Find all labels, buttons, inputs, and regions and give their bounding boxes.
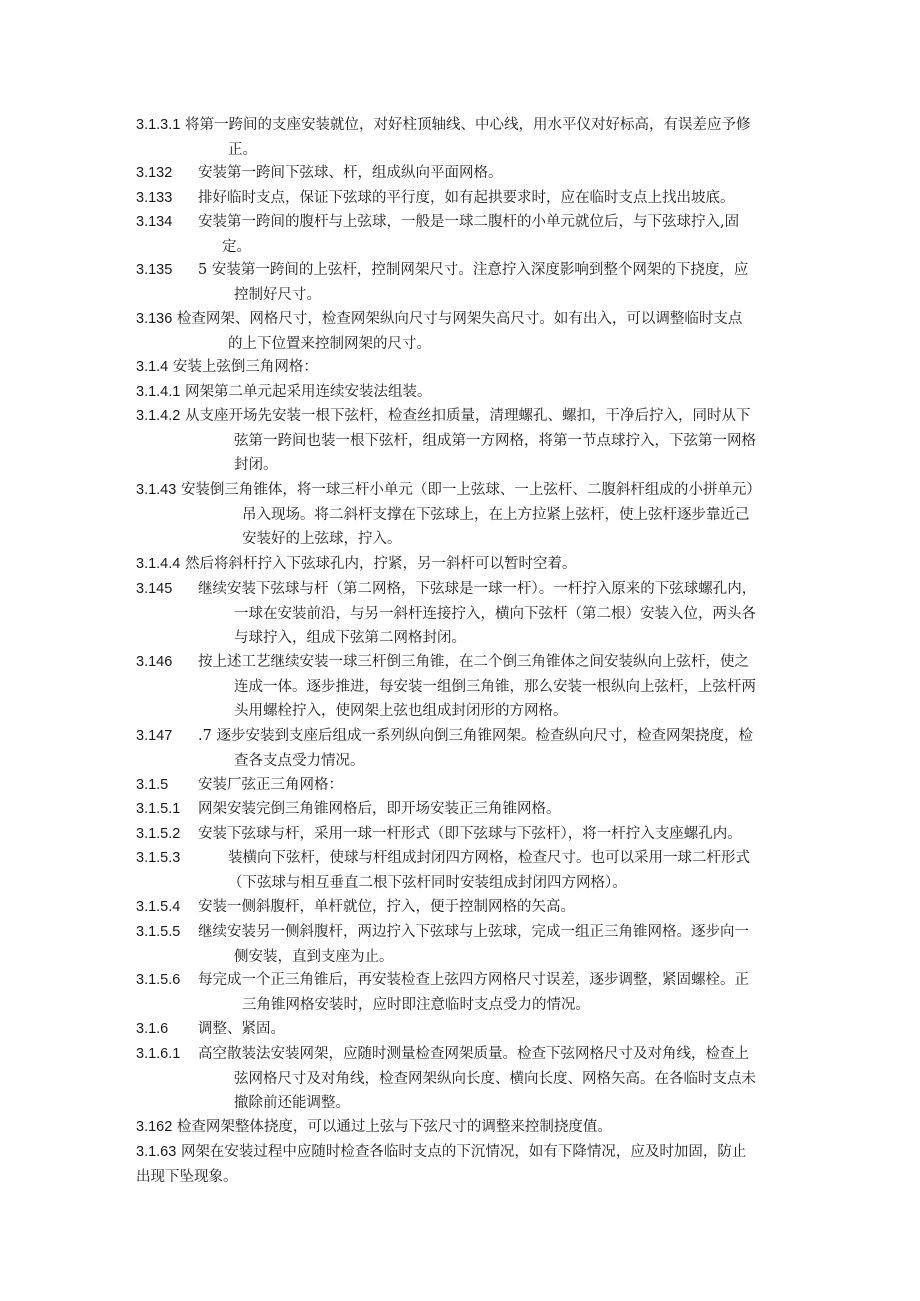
paragraph-number: 3.1.63 [136,1144,177,1160]
paragraph-text: 继续安装另一侧斜腹杆，两边拧入下弦球与上弦球，完成一组正三角锥网格。逐步向一 [198,924,749,940]
paragraph-number: 3.1.4 [136,359,169,375]
paragraph-text: 正。 [228,141,257,158]
paragraph-text: 排好临时支点，保证下弦球的平行度，如有起拱要求时，应在临时支点上找出坡底。 [198,190,735,206]
paragraph-text: 每完成一个正三角锥后，再安装检查上弦四方网格尺寸误差，逐步调整，紧固螺栓。正 [198,972,749,988]
paragraph-text: .7 逐步安装到支座后组成一系列纵向倒三角锥网架。检查纵向尺寸，检查网架挠度，检 [198,728,753,744]
paragraph-text: 网架第二单元起采用连续安装法组装。 [184,384,432,400]
paragraph-number: 3.162 [136,1119,173,1135]
paragraph-number: 3.134 [136,214,173,230]
paragraph-number: 3.147 [136,728,173,744]
paragraph-text: 5 安装第一跨间的上弦杆，控制网架尺寸。注意拧入深度影响到整个网架的下挠度，应 [198,262,749,278]
paragraph-number: 3.1.4.4 [136,556,181,572]
paragraph-text: 调整、紧固。 [198,1021,285,1037]
paragraph-text: 检查网架、网格尺寸，检查网架纵向尺寸与网架失高尺寸。如有出入，可以调整临时支点 [176,311,743,327]
paragraph-text: 安装好的上弦球，拧入。 [242,531,402,547]
paragraph-text: 检查网架整体挠度，可以通过上弦与下弦尺寸的调整来控制挠度值。 [176,1119,612,1135]
paragraph-number: 3.146 [136,654,173,670]
paragraph-3-134 [136,210,786,259]
paragraph-text: 控制好尺寸。 [234,286,321,303]
paragraph-3-1-63 [136,1140,786,1189]
paragraph-text: 定。 [222,238,251,255]
paragraph-text: 安装下弦球与杆，采用一球一杆形式（即下弦球与下弦杆），将一杆拧入支座螺孔内。 [198,826,742,842]
paragraph-text: 将第一跨间的支座安装就位，对好柱顶轴线、中心线，用水平仪对好标高，有误差应予修 [184,117,751,133]
paragraph-text: （下弦球与相互垂直二根下弦杆同时安装组成封闭四方网格）。 [228,874,627,891]
paragraph-text: 安装第一跨间的腹杆与上弦球，一般是一球二腹杆的小单元就位后，与下弦球拧入,固 [198,214,740,230]
paragraph-text: 安装第一跨间下弦球、杆，组成纵向平面网格。 [198,165,503,181]
paragraph-3-1-4-2 [136,404,786,478]
paragraph-3-1-5-5 [136,920,786,969]
paragraph-number: 3.1.5.2 [136,826,181,842]
paragraph-number: 3.1.5.3 [136,850,181,866]
paragraph-3-1-4-1 [136,380,786,405]
paragraph-3-1-5-4 [136,895,786,920]
paragraph-text: 三角锥网格安装时，应时即注意临时支点受力的情况。 [242,996,590,1013]
paragraph-number: 3.132 [136,165,173,181]
paragraph-text: 从支座开场先安装一根下弦杆，检查丝扣质量，清理螺孔、螺扣，干净后拧入，同时从下 [184,408,751,424]
paragraph-text: 弦网格尺寸及对角线，检查网架纵向长度、横向长度、网格矢高。在各临时支点未 [234,1070,756,1087]
paragraph-number: 3.1.5 [136,777,169,793]
paragraph-text: 高空散装法安装网架，应随时测量检查网架质量。检查下弦网格尺寸及对角线，检查上 [198,1046,749,1062]
paragraph-text: 继续安装下弦球与杆（第二网格，下弦球是一球一杆）。一杆拧入原来的下弦球螺孔内， [198,581,757,597]
paragraph-text: 连成一体。逐步推进，每安装一组倒三角锥，那么安装一根纵向上弦杆，上弦杆两 [234,678,756,695]
paragraph-number: 3.1.3.1 [136,117,181,133]
paragraph-3-1-6-1 [136,1042,786,1116]
paragraph-text: 一球在安装前沿，与另一斜杆连接拧入，横向下弦杆（第二根）安装入位，两头各 [234,605,756,622]
paragraph-number: 3.1.6 [136,1021,169,1037]
paragraph-number: 3.1.5.4 [136,899,181,915]
paragraph-3-1-5-3 [136,846,786,895]
paragraph-text: 安装上弦倒三角网格： [172,359,318,375]
paragraph-text: 装横向下弦杆，使球与杆组成封闭四方网格，检查尺寸。也可以采用一球二杆形式 [228,850,750,866]
paragraph-3-1-5-1 [136,797,786,822]
paragraph-number: 3.1.43 [136,482,177,498]
paragraph-text: 封闭。 [234,457,278,473]
paragraph-number: 3.1.5.6 [136,972,181,988]
paragraph-3-1-3-1 [136,113,786,162]
paragraph-text: 按上述工艺继续安装一球三杆倒三角锥，在二个倒三角锥体之间安装纵向上弦杆，使之 [198,654,749,670]
paragraph-3-1-5 [136,773,786,798]
paragraph-text: 吊入现场。将二斜杆支撑在下弦球上，在上方拉紧上弦杆，使上弦杆逐步靠近己 [242,506,750,523]
paragraph-text: 查各支点受力情况。 [234,752,365,769]
paragraph-text: 侧安装，直到支座为止。 [234,948,394,965]
paragraph-text: 与球拧入，组成下弦第二网格封闭。 [234,630,466,646]
paragraph-text: 撤除前还能调整。 [234,1095,350,1111]
paragraph-3-135 [136,258,786,307]
paragraph-number: 3.135 [136,262,173,278]
paragraph-text: 安装倒三角锥体，将一球三杆小单元（即一上弦球、一上弦杆、二腹斜杆组成的小拼单元） [180,482,761,498]
paragraph-number: 3.136 [136,311,173,327]
paragraph-text: 出现下坠现象。 [136,1168,238,1185]
paragraph-number: 3.1.4.2 [136,408,181,424]
paragraph-number: 3.1.5.5 [136,924,181,940]
paragraph-3-132 [136,161,786,186]
paragraph-text: 弦第一跨间也装一根下弦杆，组成第一方网格，将第一节点球拧入，下弦第一网格 [234,432,756,449]
paragraph-3-145 [136,577,786,651]
paragraph-3-1-4 [136,355,786,380]
paragraph-3-147 [136,724,786,773]
paragraph-3-1-43 [136,478,786,552]
paragraph-3-133 [136,186,786,211]
paragraph-number: 3.1.5.1 [136,801,181,817]
paragraph-text: 安装一侧斜腹杆，单杆就位，拧入，便于控制网格的矢高。 [198,899,575,915]
paragraph-3-1-6 [136,1017,786,1042]
paragraph-number: 3.1.4.1 [136,384,181,400]
paragraph-text: 然后将斜杆拧入下弦球孔内，拧紧，另一斜杆可以暂时空着。 [184,556,577,572]
paragraph-3-146 [136,650,786,724]
paragraph-text: 安装厂弦正三角网格： [198,777,343,793]
paragraph-3-136 [136,307,786,356]
paragraph-3-162 [136,1115,786,1140]
paragraph-number: 3.133 [136,190,173,206]
paragraph-3-1-5-6 [136,968,786,1017]
paragraph-number: 3.1.6.1 [136,1046,181,1062]
paragraph-3-1-4-4 [136,552,786,577]
paragraph-number: 3.145 [136,581,173,597]
paragraph-3-1-5-2 [136,822,786,847]
paragraph-text: 网架在安装过程中应随时检查各临时支点的下沉情况，如有下降情况，应及时加固，防止 [180,1144,747,1160]
paragraph-text: 网架安装完倒三角锥网格后，即开场安装正三角锥网格。 [198,801,561,817]
paragraph-text: 的上下位置来控制网架的尺寸。 [228,335,431,352]
paragraph-text: 头用螺栓拧入，使网架上弦也组成封闭形的方网格。 [234,703,568,719]
